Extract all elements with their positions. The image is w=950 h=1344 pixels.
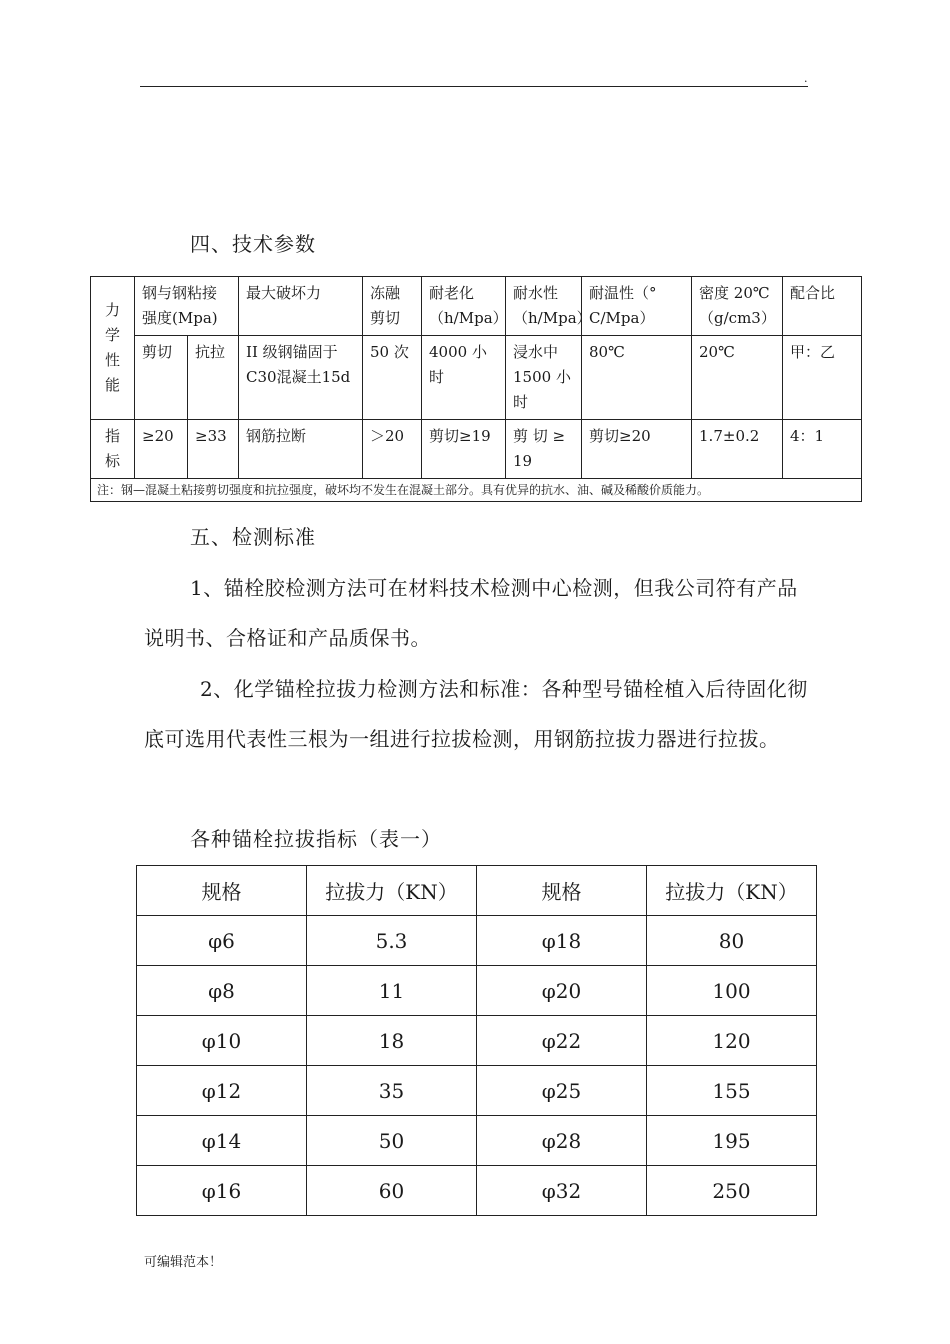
cell-force: 100 bbox=[647, 966, 817, 1016]
col-freeze: 冻融剪切 bbox=[363, 277, 422, 336]
val-tensile: ≥33 bbox=[188, 420, 239, 479]
cell-spec: φ32 bbox=[477, 1166, 647, 1216]
val-shear: ≥20 bbox=[135, 420, 188, 479]
cell-force: 18 bbox=[307, 1016, 477, 1066]
cond-max-break: II 级钢锚固于 C30混凝土15d bbox=[239, 336, 363, 420]
cell-spec: φ28 bbox=[477, 1116, 647, 1166]
cond-temp: 80℃ bbox=[582, 336, 692, 420]
tech-params-table bbox=[90, 276, 862, 502]
table-row bbox=[137, 1166, 817, 1216]
col-max-break: 最大破坏力 bbox=[239, 277, 363, 336]
table-row bbox=[137, 916, 817, 966]
paragraph-2: 2、化学锚栓拉拔力检测方法和标准：各种型号锚栓植入后待固化彻底可选用代表性三根为一组进行拉拔检测，用钢筋拉拔力器进行拉拔。 bbox=[144, 677, 808, 751]
cell-force: 195 bbox=[647, 1116, 817, 1166]
header-force: 拉拔力（KN） bbox=[647, 866, 817, 916]
pull-table-caption: 各种锚栓拉拔指标（表一） bbox=[190, 827, 442, 851]
cell-spec: φ14 bbox=[137, 1116, 307, 1166]
cell-force: 35 bbox=[307, 1066, 477, 1116]
table-row bbox=[137, 1116, 817, 1166]
val-water: 剪 切 ≥ 19 bbox=[506, 420, 582, 479]
footer-note: 可编辑范本！ bbox=[144, 1255, 223, 1270]
cond-density: 20℃ bbox=[692, 336, 783, 420]
cond-ratio: 甲：乙 bbox=[783, 336, 862, 420]
col-density: 密度 20℃（g/cm3） bbox=[692, 277, 783, 336]
header-force: 拉拔力（KN） bbox=[307, 866, 477, 916]
cell-spec: φ22 bbox=[477, 1016, 647, 1066]
pull-force-table bbox=[136, 865, 817, 1216]
header-dot: . bbox=[804, 72, 808, 85]
table-row bbox=[91, 277, 862, 336]
table-row bbox=[137, 1066, 817, 1116]
table-header-row bbox=[137, 866, 817, 916]
cell-force: 50 bbox=[307, 1116, 477, 1166]
cell-force: 155 bbox=[647, 1066, 817, 1116]
header-spec: 规格 bbox=[137, 866, 307, 916]
col-temp: 耐温性（° C/Mpa） bbox=[582, 277, 692, 336]
val-temp: 剪切≥20 bbox=[582, 420, 692, 479]
cond-aging: 4000 小时 bbox=[422, 336, 506, 420]
val-max-break: 钢筋拉断 bbox=[239, 420, 363, 479]
cell-spec: φ20 bbox=[477, 966, 647, 1016]
col-ratio: 配合比 bbox=[783, 277, 862, 336]
cell-spec: φ6 bbox=[137, 916, 307, 966]
cell-spec: φ18 bbox=[477, 916, 647, 966]
table-row bbox=[137, 1016, 817, 1066]
section4-title: 四、技术参数 bbox=[190, 232, 316, 256]
val-aging: 剪切≥19 bbox=[422, 420, 506, 479]
sub-shear: 剪切 bbox=[135, 336, 188, 420]
val-density: 1.7±0.2 bbox=[692, 420, 783, 479]
col-aging: 耐老化（h/Mpa） bbox=[422, 277, 506, 336]
row-header-index: 指标 bbox=[91, 420, 135, 479]
col-steel-bond: 钢与钢粘接强度(Mpa) bbox=[135, 277, 239, 336]
cell-force: 120 bbox=[647, 1016, 817, 1066]
cell-spec: φ10 bbox=[137, 1016, 307, 1066]
table-note: 注：钢—混凝土粘接剪切强度和抗拉强度，破坏均不发生在混凝土部分。具有优异的抗水、油、碱及稀酸价质能力。 bbox=[91, 479, 862, 502]
val-ratio: 4：1 bbox=[783, 420, 862, 479]
table-row bbox=[91, 479, 862, 502]
section5-title: 五、检测标准 bbox=[190, 525, 316, 549]
cell-force: 80 bbox=[647, 916, 817, 966]
cond-freeze: 50 次 bbox=[363, 336, 422, 420]
table-row bbox=[91, 420, 862, 479]
cell-spec: φ25 bbox=[477, 1066, 647, 1116]
sub-tensile: 抗拉 bbox=[188, 336, 239, 420]
val-freeze: ＞20 bbox=[363, 420, 422, 479]
col-water: 耐水性（h/Mpa） bbox=[506, 277, 582, 336]
cell-spec: φ8 bbox=[137, 966, 307, 1016]
table-row bbox=[137, 966, 817, 1016]
header-spec: 规格 bbox=[477, 866, 647, 916]
cell-spec: φ12 bbox=[137, 1066, 307, 1116]
row-header-mechanical: 力学性能 bbox=[91, 277, 135, 420]
cell-force: 11 bbox=[307, 966, 477, 1016]
cell-spec: φ16 bbox=[137, 1166, 307, 1216]
cond-water: 浸水中 1500 小时 bbox=[506, 336, 582, 420]
header-rule bbox=[140, 86, 808, 87]
cell-force: 60 bbox=[307, 1166, 477, 1216]
table-row bbox=[91, 336, 862, 420]
cell-force: 5.3 bbox=[307, 916, 477, 966]
paragraph-1: 1、锚栓胶检测方法可在材料技术检测中心检测，但我公司符有产品说明书、合格证和产品质保书。 bbox=[144, 576, 798, 650]
cell-force: 250 bbox=[647, 1166, 817, 1216]
